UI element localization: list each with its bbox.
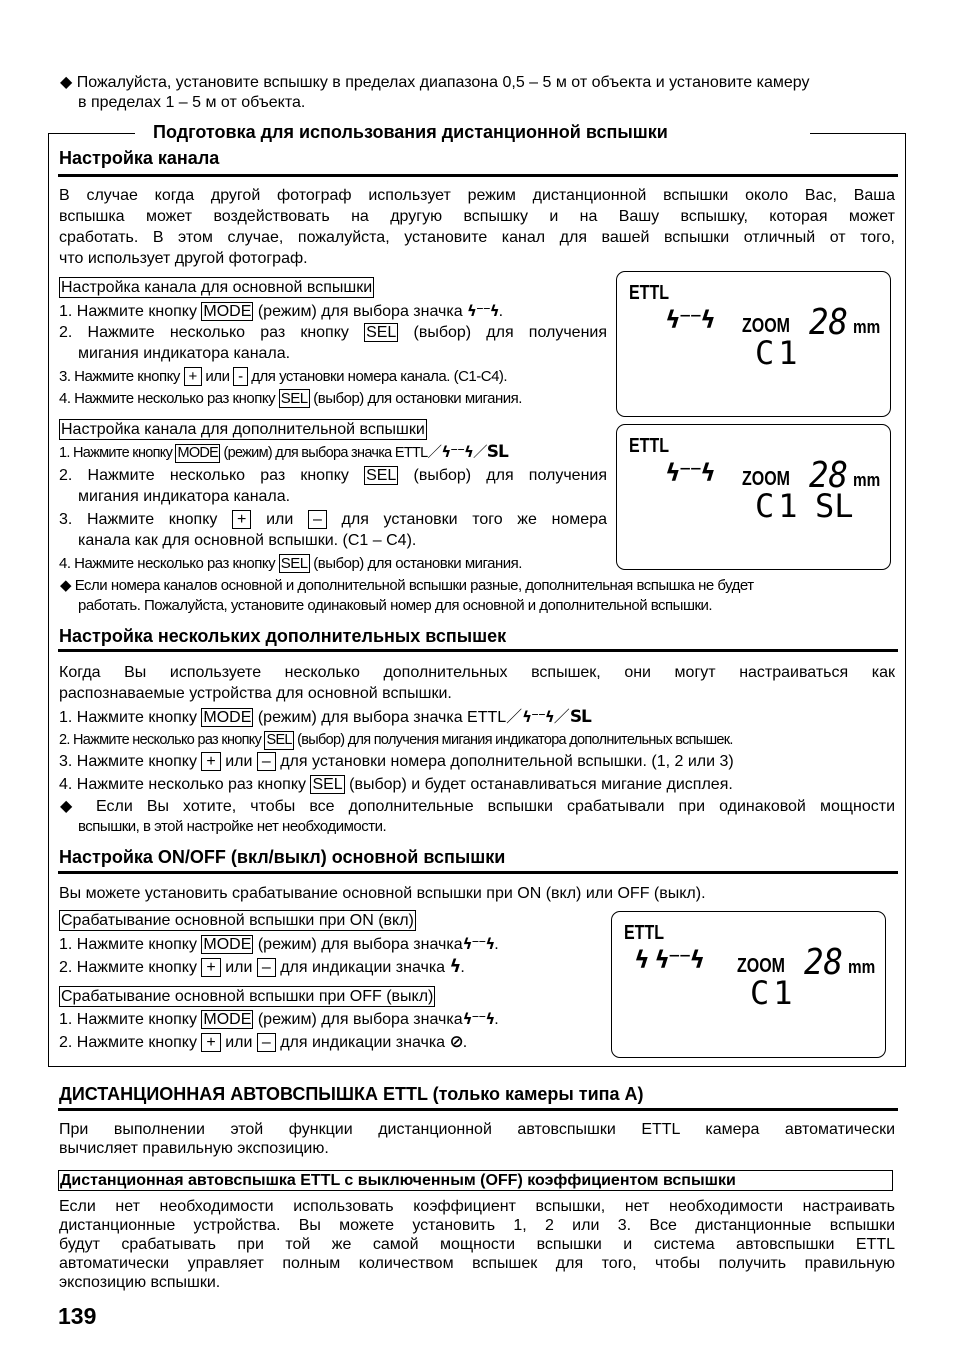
step-text: 3. Нажмите кнопку [59,753,202,770]
lcd-zoom-label: ZOOM [737,955,785,977]
step-text: (режим) для выбора значка [253,1011,463,1028]
lcd-unit: mm [853,317,881,337]
ettl-heading: ДИСТАНЦИОННАЯ АВТОВСПЫШКА ETTL (только камеры типа А) [59,1084,644,1104]
mode-key: MODE [203,936,252,953]
plus-key: + [201,1033,220,1052]
step-text: для индикации значка [275,959,450,976]
ettl-paragraph: Если нет необходимости использовать коэффициент вспышки, нет необходимости настраивать [59,1198,895,1215]
lcd-zoom-value: 28 [804,942,844,983]
sel-key: SEL [366,467,397,484]
step-text: (режим) для выбора значка ETTL／ [253,709,523,726]
lcd-channel: C1 [750,974,797,1012]
step-text: или [220,1034,257,1051]
minus-key: – [257,958,276,977]
remote-flash-icon: ϟ⁻⁻ϟ [462,935,495,953]
slash: ／ [553,709,570,726]
channel-paragraph: что использует другой фотограф. [59,250,308,267]
step-text: или [266,511,308,528]
channel-note: ◆ Если номера каналов основной и дополнительной вспышки разные, дополнительная вспышка не будет [60,577,754,594]
heading-underline [58,1108,898,1111]
sel-key: SEL [312,776,343,793]
step [59,707,591,728]
step-text: для индикации значка [275,1034,450,1051]
plus-key: + [184,367,202,386]
multi-note: вспышки, в этой настройке нет необходимости. [78,818,387,835]
step: 1. Нажмите кнопку MODE (режим) для выбора значкаϟ⁻⁻ϟ. [59,935,499,953]
step-text: 1. Нажмите кнопку [59,303,202,320]
frame-title: Подготовка для использования дистанционной вспышки [153,122,668,142]
step-text: 1. Нажмите кнопку [59,936,202,953]
on-title: Срабатывание основной вспышки при ON (вкл) [61,912,414,929]
step-text: или [220,959,257,976]
plus-key: + [201,752,220,771]
channel-heading: Настройка канала [59,148,220,168]
onoff-intro: Вы можете установить срабатывание основной вспышки при ON (вкл) или OFF (выкл). [59,885,706,902]
sel-key: SEL [280,555,308,572]
page-number: 139 [58,1303,97,1329]
multi-paragraph: Когда Вы используете несколько дополнительных вспышек, они могут настраиваться как [59,664,895,681]
ettl-subheading: Дистанционная автовспышка ETTL с выключенным (OFF) коэффициентом вспышки [58,1170,893,1191]
sel-key: SEL [280,390,308,407]
step-text: 4. Нажмите несколько раз кнопку [59,555,279,572]
remote-flash-icon: ϟ⁻⁻ϟ [441,443,473,461]
mode-key: MODE [203,303,252,320]
step-text: или [201,368,234,385]
remote-flash-icon: ϟ⁻⁻ϟ [462,1010,495,1028]
lcd-mode: ETTL [624,922,664,944]
mode-key: MODE [203,1011,252,1028]
minus-key: – [308,510,327,529]
ettl-paragraph: вычисляет правильную экспозицию. [59,1140,329,1157]
multi-heading: Настройка нескольких дополнительных вспышек [59,626,507,646]
step-text: 2. Нажмите кнопку [59,1034,202,1051]
ettl-paragraph: дистанционные устройства. Вы можете установить 1, 2 или 3. Все дистанционные вспышки [59,1217,895,1234]
step [59,752,734,772]
step-text: для установки номера дополнительной вспышки. (1, 2 или 3) [275,753,734,770]
ettl-paragraph: будут срабатывать при той же самой мощности вспышки и система автовспышки ETTL [59,1236,895,1253]
step-text: для установки номера канала. (С1-С4). [247,368,508,385]
step-text: (режим) для выбора значка [253,303,468,320]
lcd-zoom-value: 28 [809,302,849,343]
ettl-paragraph: экспозицию вспышки. [59,1274,221,1291]
lcd-channel: C1 [755,487,802,525]
plus-key: + [232,510,251,529]
lcd-mode: ETTL [629,282,669,304]
step-text: 2. Нажмите несколько раз кнопку [59,467,365,484]
lcd-unit: mm [848,957,876,977]
minus-key: – [257,752,276,771]
heading-underline [58,174,898,177]
step [59,775,733,795]
frame-bottom [48,1066,906,1067]
plus-key: + [201,958,220,977]
step [59,367,507,387]
step-text: 4. Нажмите несколько раз кнопку [59,390,279,407]
step [59,466,607,486]
sel-key: SEL [266,732,292,748]
onoff-heading: Настройка ON/OFF (вкл/выкл) основной вспышки [59,847,506,867]
flash-and-remote-icon: ϟ ϟ⁻⁻ϟ [634,946,704,974]
step-text: 1. Нажмите кнопку [59,1011,202,1028]
step-text: 4. Нажмите несколько раз кнопку [59,776,311,793]
intro-note-cont: в пределах 1 – 5 м от объекта. [78,94,306,111]
minus-key: – [257,1033,276,1052]
step-text: (выбор) для остановки мигания. [309,555,522,572]
multi-paragraph: распознаваемые устройства для основной вспышки. [59,685,452,702]
lcd-mode: ETTL [629,435,669,457]
intro-note: ◆ Пожалуйста, установите вспышку в пределах диапазона 0,5 – 5 м от объекта и установите камеру [60,74,810,91]
remote-flash-icon: ϟ⁻⁻ϟ [665,306,714,334]
mode-key: MODE [203,709,252,726]
lcd-unit: mm [853,470,881,490]
frame-right [905,133,906,1067]
step-text: или [220,753,257,770]
step [59,554,522,574]
mode-key: MODE [177,445,219,461]
step [59,323,607,343]
ettl-paragraph: автоматически управляет полным количеством вспышек для того, чтобы получить правильную [59,1255,895,1272]
minus-key: - [233,367,248,386]
lcd-zoom-label: ZOOM [742,315,790,337]
channel-paragraph: вспышка может воздействовать на другую вспышку и на Вашу вспышку, которая может [59,208,895,225]
master-channel-title: Настройка канала для основной вспышки [61,279,373,296]
step [59,389,522,409]
lcd-channel: C1 [755,334,802,372]
step-text: мигания индикатора канала. [78,488,291,505]
remote-flash-icon: ϟ⁻⁻ϟ [522,708,554,726]
ettl-paragraph: При выполнении этой функции дистанционной автовспышки ETTL камера автоматически [59,1121,895,1138]
step-text: (выбор) для получения мигания индикатора дополнительных вспышек. [293,732,733,748]
step: 2. Нажмите кнопку + или – для индикации значка ⊘. [59,1032,468,1052]
remote-flash-icon: ϟ⁻⁻ϟ [665,459,714,487]
remote-flash-icon: ϟ⁻⁻ϟ [467,302,499,320]
channel-note: работать. Пожалуйста, установите одинаковый номер для основной и дополнительной вспышки. [78,597,713,614]
lcd-display-master [616,271,891,417]
step [59,510,607,530]
channel-paragraph: В случае когда другой фотограф использует режим дистанционной вспышки около Вас, Ваша [59,187,895,204]
slave-channel-title: Настройка канала для дополнительной вспышки [61,421,425,438]
off-title: Срабатывание основной вспышки при OFF (выкл) [61,988,434,1005]
step: 1. Нажмите кнопку MODE (режим) для выбора значкаϟ⁻⁻ϟ. [59,1010,499,1028]
step-text: (выбор) и будет останавливаться мигание дисплея. [344,776,733,793]
frame-top-right [810,133,906,134]
frame-top-left [48,133,135,134]
flash-off-icon: ⊘ [449,1032,463,1052]
lcd-display-onoff [611,911,886,1058]
step-text: (выбор) для получения [413,467,608,484]
step-text: 1. Нажмите кнопку [59,709,202,726]
step-text: (выбор) для остановки мигания. [309,390,522,407]
step [59,442,508,463]
step-text: 3. Нажмите кнопку [59,511,233,528]
lcd-slave-indicator: SL [815,487,854,525]
lcd-zoom-value: 28 [809,455,849,496]
step-text: 1. Нажмите кнопку [59,445,176,461]
channel-paragraph: сработать. В этом случае, пожалуйста, установите канал для вашей вспышки отличный от того, [59,229,895,246]
step-text: для установки того же номера [341,511,607,528]
step-text: 2. Нажмите кнопку [59,959,202,976]
step-text: 3. Нажмите кнопку [59,368,184,385]
slave-sl-icon: SL [486,442,508,462]
sel-key: SEL [366,324,397,341]
slash: ／ [472,445,487,461]
lcd-display-slave [616,424,891,570]
step-text: 2. Нажмите несколько раз кнопку [59,732,265,748]
step: 2. Нажмите кнопку + или – для индикации значка ϟ. [59,956,465,977]
step-text: (выбор) для получения [413,324,608,341]
lcd-zoom-label: ZOOM [742,468,790,490]
step-text: (режим) для выбора значка ETTL／ [220,445,442,461]
step-text: канала как для основной вспышки. (С1 – С4). [78,532,417,549]
multi-note: ◆ Если Вы хотите, чтобы все дополнительные вспышки срабатывали при одинаковой мощности [60,798,895,815]
step [59,730,733,750]
frame-left [48,133,49,1067]
step-text: (режим) для выбора значка [253,936,463,953]
step: 1. Нажмите кнопку MODE (режим) для выбора значка ϟ⁻⁻ϟ. [59,302,504,320]
heading-underline [58,649,898,652]
step-text: мигания индикатора канала. [78,345,291,362]
heading-underline [58,871,898,874]
slave-sl-icon: SL [569,707,591,727]
flash-icon: ϟ [449,956,461,977]
step-text: 2. Нажмите несколько раз кнопку [59,324,365,341]
